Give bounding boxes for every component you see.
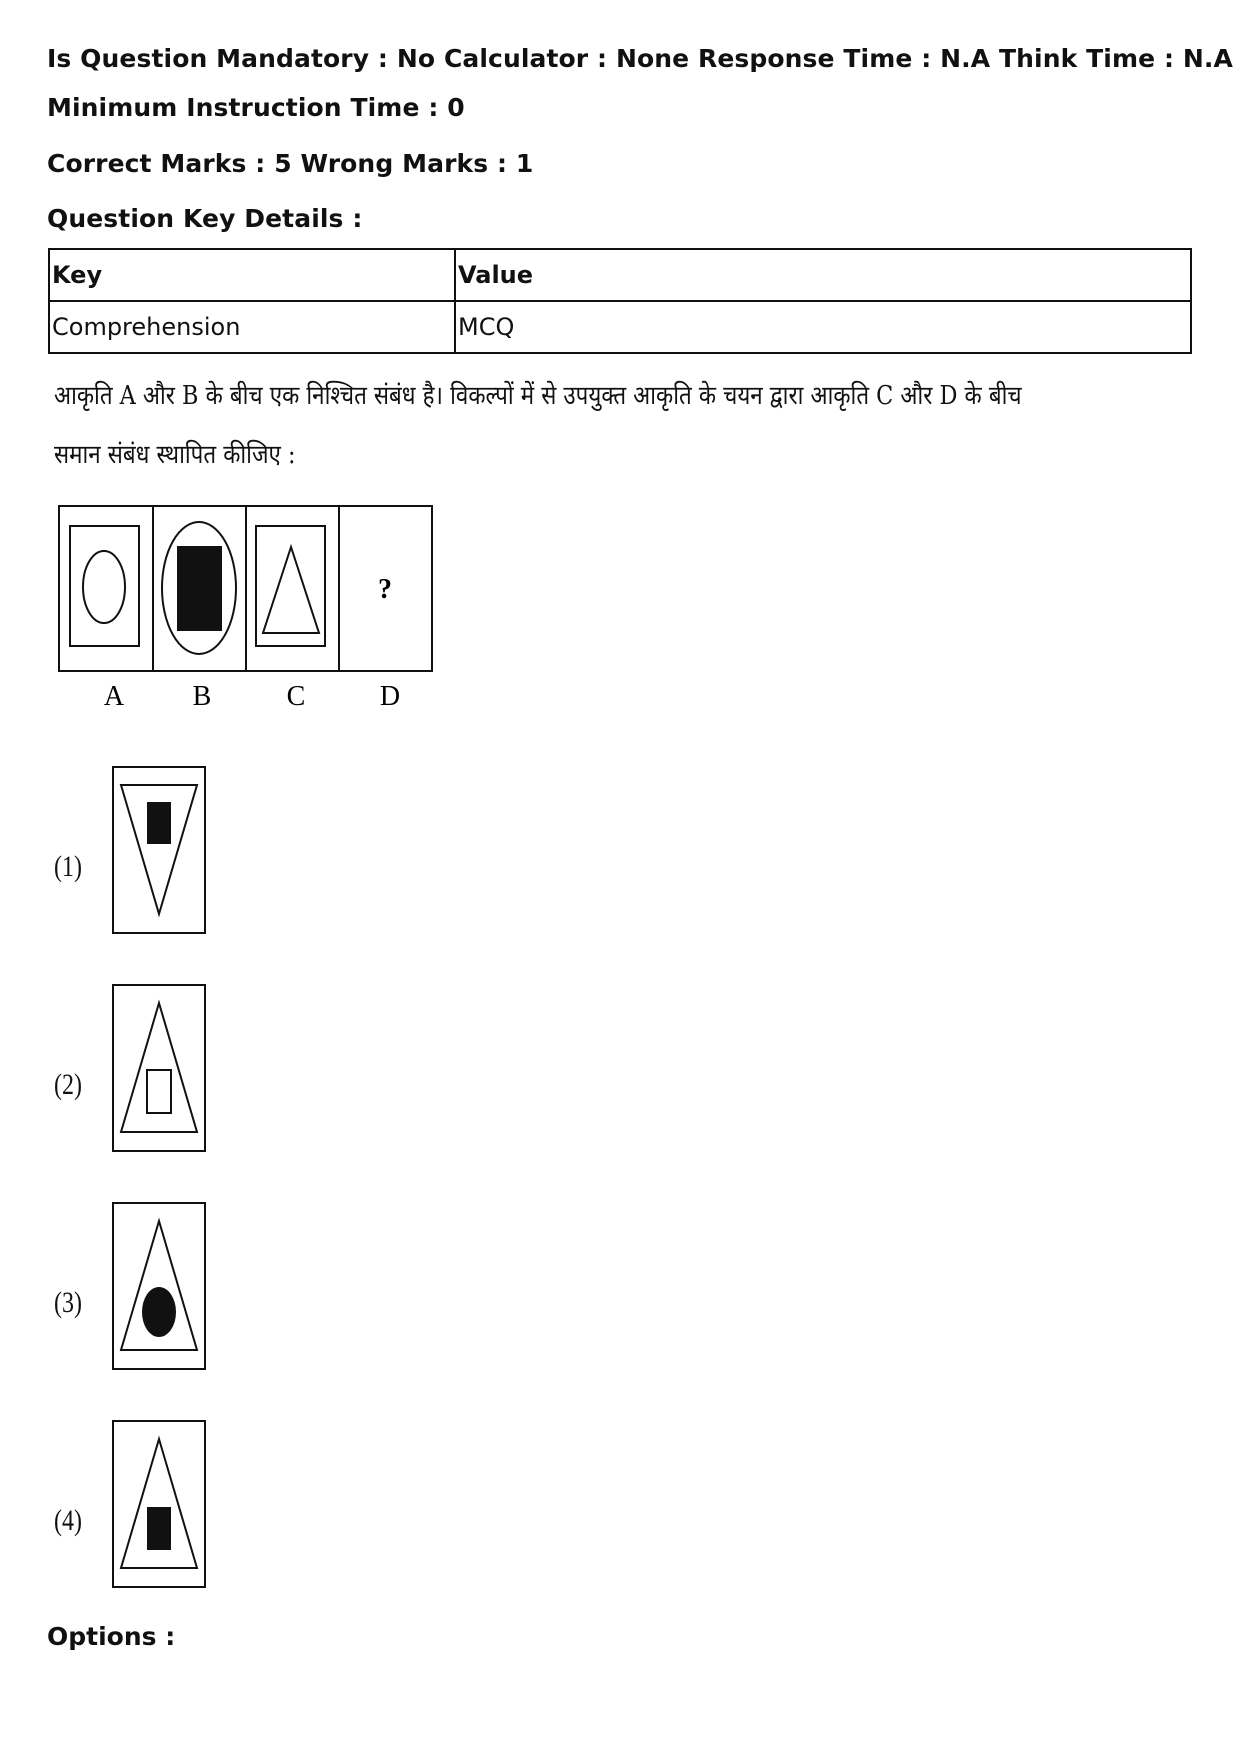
value-column-header: Value xyxy=(455,249,1191,301)
table-cell-value: MCQ xyxy=(455,301,1191,353)
option-2-label: (2) xyxy=(54,1068,82,1101)
option-1-label: (1) xyxy=(54,850,82,883)
option-3-figure xyxy=(111,1201,207,1371)
option-4-figure xyxy=(111,1419,207,1589)
option-1-frame xyxy=(113,767,205,933)
option-4-filled-square xyxy=(147,1507,171,1550)
option-3-frame xyxy=(113,1203,205,1369)
marks-line: Correct Marks : 5 Wrong Marks : 1 xyxy=(47,149,534,178)
figure-label-c: C xyxy=(286,681,306,712)
option-2-frame xyxy=(113,985,205,1151)
figure-a-circle xyxy=(83,551,125,623)
figure-c-triangle xyxy=(263,547,319,633)
key-column-header: Key xyxy=(49,249,455,301)
figure-a-square xyxy=(70,526,139,646)
option-1-filled-square xyxy=(147,802,171,844)
figure-c-square xyxy=(256,526,325,646)
figure-label-b: B xyxy=(192,681,212,712)
option-4-label: (4) xyxy=(54,1504,82,1537)
key-details-table xyxy=(48,248,1192,354)
option-3-filled-circle xyxy=(142,1287,176,1337)
option-3-label: (3) xyxy=(54,1286,82,1319)
table-header-row xyxy=(49,249,1191,301)
question-key-details-heading: Question Key Details : xyxy=(47,204,363,233)
question-text-line-2: समान संबंध स्थापित कीजिए : xyxy=(54,440,296,470)
option-4-frame xyxy=(113,1421,205,1587)
figure-label-a: A xyxy=(103,681,125,712)
option-2-hollow-square xyxy=(147,1070,171,1113)
figure-d-question-mark: ? xyxy=(378,574,392,605)
table-cell-key: Comprehension xyxy=(49,301,455,353)
option-1-figure xyxy=(111,765,207,935)
figure-label-d: D xyxy=(379,681,401,712)
question-text-line-1: आकृति A और B के बीच एक निश्चित संबंध है। विकल्पों में से उपयुक्त आकृति के चयन द्वारा आकृति C और D के बीच xyxy=(54,381,1022,411)
options-heading: Options : xyxy=(47,1622,176,1651)
question-meta-line: Is Question Mandatory : No Calculator : None Response Time : N.A Think Time : N.A xyxy=(47,44,1233,73)
table-row xyxy=(49,301,1191,353)
minimum-instruction-time: Minimum Instruction Time : 0 xyxy=(47,93,465,122)
problem-figure xyxy=(56,500,436,720)
option-2-figure xyxy=(111,983,207,1153)
figure-b-filled-square xyxy=(177,546,222,631)
